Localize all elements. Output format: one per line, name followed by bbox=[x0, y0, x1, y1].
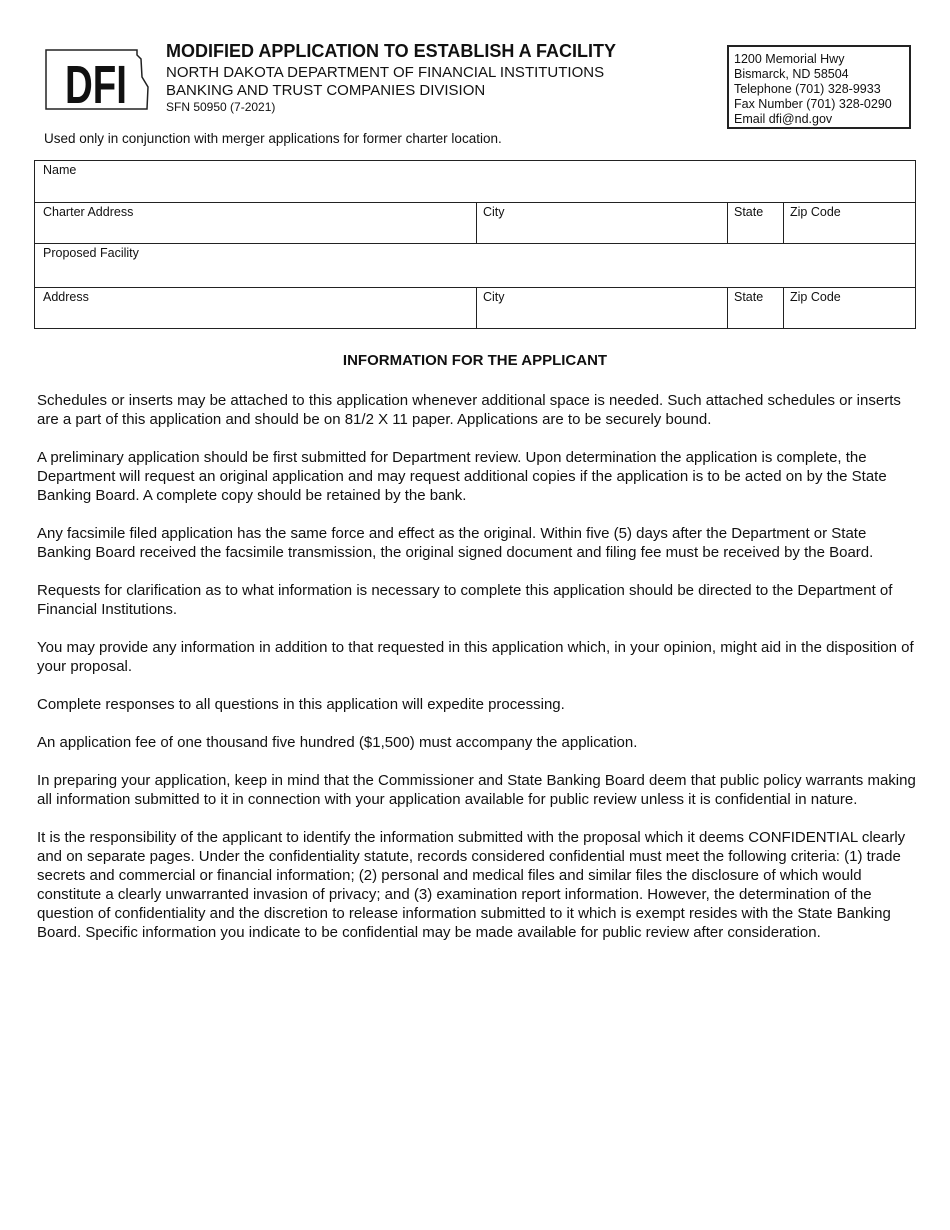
usage-note: Used only in conjunction with merger applications for former charter location. bbox=[44, 131, 502, 146]
name-field[interactable] bbox=[35, 161, 915, 202]
contact-fax: Fax Number (701) 328-0290 bbox=[734, 97, 892, 111]
facility-state-label: State bbox=[734, 290, 764, 304]
charter-zip-label: Zip Code bbox=[790, 205, 841, 219]
charter-zip-field[interactable] bbox=[783, 203, 915, 244]
charter-city-label: City bbox=[483, 205, 505, 219]
facility-address-field[interactable] bbox=[35, 288, 476, 329]
proposed-facility-row bbox=[35, 243, 915, 288]
facility-city-field[interactable] bbox=[476, 288, 727, 329]
form-title: MODIFIED APPLICATION TO ESTABLISH A FACILITY bbox=[166, 41, 616, 61]
proposed-facility-field[interactable] bbox=[35, 244, 915, 288]
facility-zip-field[interactable] bbox=[783, 288, 915, 329]
charter-address-label: Charter Address bbox=[43, 205, 134, 219]
facility-address-label: Address bbox=[43, 290, 89, 304]
info-paragraph: A preliminary application should be first submitted for Department review. Upon determination the application is complete, the Department will request an original application and may request additional copies if the application is to be acted on by the State Banking Board. A complete copy should be retained by the bank. bbox=[37, 449, 887, 504]
info-paragraph: Any facsimile filed application has the same force and effect as the original. Within five (5) days after the Department or State Banking Board received the facsimile transmission, the original signed document and filing fee must be received by the Board. bbox=[37, 525, 874, 561]
charter-state-label: State bbox=[734, 205, 764, 219]
form-number: SFN 50950 (7-2021) bbox=[166, 100, 276, 114]
contact-street: 1200 Memorial Hwy bbox=[734, 52, 845, 66]
charter-address-row bbox=[35, 202, 915, 244]
name-label: Name bbox=[43, 163, 77, 177]
info-paragraph: Complete responses to all questions in this application will expedite processing. bbox=[37, 696, 565, 713]
logo-text: DFI bbox=[65, 55, 127, 111]
facility-state-field[interactable] bbox=[727, 288, 783, 329]
contact-city: Bismarck, ND 58504 bbox=[734, 67, 849, 81]
info-paragraph: In preparing your application, keep in mind that the Commissioner and State Banking Board deem that public policy warrants making all information submitted to it in connection with your application available for public review unless it is confidential in nature. bbox=[37, 772, 916, 808]
proposed-facility-label: Proposed Facility bbox=[43, 246, 139, 260]
facility-city-label: City bbox=[483, 290, 505, 304]
info-paragraph: You may provide any information in addition to that requested in this application which, in your opinion, might aid in the disposition of your proposal. bbox=[37, 639, 914, 675]
department-name: NORTH DAKOTA DEPARTMENT OF FINANCIAL INSTITUTIONS bbox=[166, 64, 605, 81]
contact-telephone: Telephone (701) 328-9933 bbox=[734, 82, 881, 96]
facility-zip-label: Zip Code bbox=[790, 290, 841, 304]
dfi-logo bbox=[44, 47, 152, 111]
info-paragraph: It is the responsibility of the applicant to identify the information submitted with the proposal which it deems CONFIDENTIAL clearly and on separate pages. Under the confidentiality statute, records considered confidential must meet the following criteria: (1) trade secrets and commercial or financial information; (2) personal and medical files and similar files the disclosure of which would constitute a clearly unwarranted invasion of privacy; and (3) examination report information. However, the determination of the question of confidentiality and the discretion to release information submitted to it which is exempt resides with the State Banking Board. Specific information you indicate to be confidential may be made available for public review after consideration. bbox=[37, 829, 906, 941]
info-paragraph: Schedules or inserts may be attached to this application whenever additional space is needed. Such attached schedules or inserts are a part of this application and should be on 81/2 X 11 paper. Applications are to be securely bound. bbox=[37, 392, 901, 428]
application-form-table bbox=[34, 160, 916, 329]
division-name: BANKING AND TRUST COMPANIES DIVISION bbox=[166, 82, 486, 99]
info-paragraphs bbox=[37, 391, 917, 961]
info-heading: INFORMATION FOR THE APPLICANT bbox=[342, 352, 608, 369]
contact-email: Email dfi@nd.gov bbox=[734, 112, 833, 126]
contact-box bbox=[727, 45, 911, 129]
info-paragraph: An application fee of one thousand five hundred ($1,500) must accompany the application. bbox=[37, 734, 638, 751]
charter-state-field[interactable] bbox=[727, 203, 783, 244]
charter-city-field[interactable] bbox=[476, 203, 727, 244]
info-paragraph: Requests for clarification as to what information is necessary to complete this application should be directed to the Department of Financial Institutions. bbox=[37, 582, 893, 618]
charter-address-field[interactable] bbox=[35, 203, 476, 244]
facility-address-row bbox=[35, 287, 915, 329]
name-row bbox=[35, 161, 915, 202]
